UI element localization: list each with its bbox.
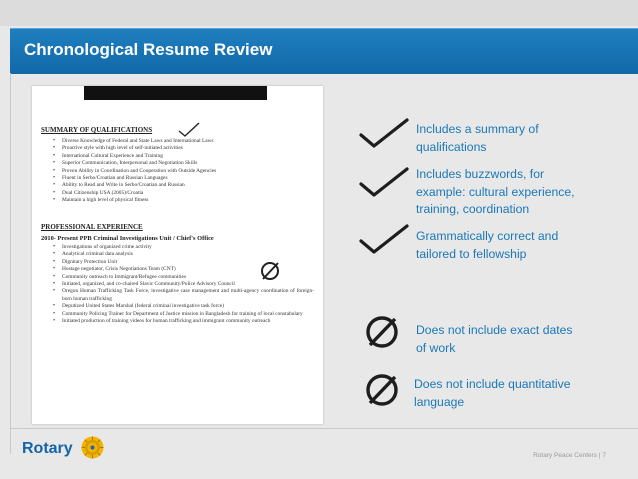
experience-item: • Investigations of organized crime activity: [53, 244, 314, 251]
rotary-logo-text: Rotary: [22, 440, 73, 457]
experience-heading: PROFESSIONAL EXPERIENCE: [41, 223, 143, 231]
footer-page-number: 7: [602, 452, 606, 459]
experience-item: • Dignitary Protection Unit: [53, 259, 314, 266]
point-line: Includes buzzwords, for: [416, 167, 545, 181]
summary-heading: SUMMARY OF QUALIFICATIONS: [41, 126, 153, 134]
experience-item: • Deputized United States Marshal (federal criminal investigative task force): [53, 303, 314, 310]
small-check-icon: [178, 122, 200, 138]
experience-item: • Initiated production of training videos for human trafficking and immigrant community outreach: [53, 318, 314, 325]
summary-item: • Maintain a high level of physical fitness: [53, 197, 216, 204]
point-line: Does not include exact dates: [416, 323, 573, 337]
small-no-symbol-icon: [259, 260, 281, 282]
summary-item: • Proven Ability in Coordination and Cooperation with Outside Agencies: [53, 168, 216, 175]
check-icon: [358, 223, 410, 255]
point-line: language: [414, 394, 465, 409]
left-divider: [10, 73, 11, 454]
summary-item: • Proactive style with high level of self-initiated activities: [53, 145, 216, 152]
point-buzzwords-text: [416, 166, 575, 219]
point-line: training, coordination: [416, 202, 530, 216]
check-icon: [358, 117, 410, 149]
experience-item: • Initiated, organized, and co-chaired Slavic Community/Police Advisory Council: [53, 281, 314, 288]
summary-item: • Diverse Knowledge of Federal and State Laws and International Laws: [53, 138, 216, 145]
no-symbol-icon: [363, 371, 401, 409]
point-line: qualifications: [416, 139, 487, 154]
slide-title: Chronological Resume Review: [24, 40, 273, 59]
experience-item: • Oregon Human Trafficking Task Force, investigative case management and multi-agency coordination of foreign-born human trafficking: [53, 288, 314, 303]
point-line: example: cultural experience,: [416, 184, 575, 199]
point-line: Does not include quantitative: [414, 377, 571, 391]
point-line: tailored to fellowship: [416, 246, 527, 261]
check-icon: [358, 166, 410, 198]
point-line: of work: [416, 340, 456, 355]
summary-item: • Ability to Read and Write in Serbo/Croatian and Russian: [53, 182, 216, 189]
summary-item: • Dual Citizenship USA (2005)/Croatia: [53, 190, 216, 197]
footer-separator: |: [598, 452, 601, 459]
summary-item: • Fluent in Serbo/Croatian and Russian Languages: [53, 175, 216, 182]
footer-page-info: [533, 452, 606, 459]
redacted-name-bar: [84, 86, 267, 100]
experience-list: [53, 244, 314, 325]
point-quantitative-text: [414, 376, 571, 411]
no-symbol-icon: [363, 313, 401, 351]
summary-item: • Superior Communication, Interpersonal and Negotiation Skills: [53, 160, 216, 167]
experience-item: • Community outreach to Immigrant/Refugee communities: [53, 274, 314, 281]
point-dates-text: [416, 322, 573, 357]
job-title: 2010- Present PPB Criminal Investigations Unit / Chief's Office: [41, 235, 214, 242]
point-line: Includes a summary of: [416, 122, 539, 136]
footer-org: Rotary Peace Centers: [533, 452, 598, 459]
summary-list: [53, 138, 216, 205]
footer-divider: [10, 428, 638, 429]
top-band: [0, 0, 638, 26]
point-grammar-text: [416, 228, 558, 263]
point-line: Grammatically correct and: [416, 229, 559, 243]
summary-item: • International Cultural Experience and Training: [53, 153, 216, 160]
experience-item: • Community Policing Trainer for Department of Justice mission in Bangladesh for training of local constabulary: [53, 311, 314, 318]
experience-item: • Analytical criminal data analysis: [53, 251, 314, 258]
point-summary-text: [416, 121, 539, 156]
experience-item: • Hostage negotiator, Crisis Negotiations Team (CNT): [53, 266, 314, 273]
title-bar: [10, 28, 638, 74]
rotary-wheel-icon: [80, 435, 105, 460]
